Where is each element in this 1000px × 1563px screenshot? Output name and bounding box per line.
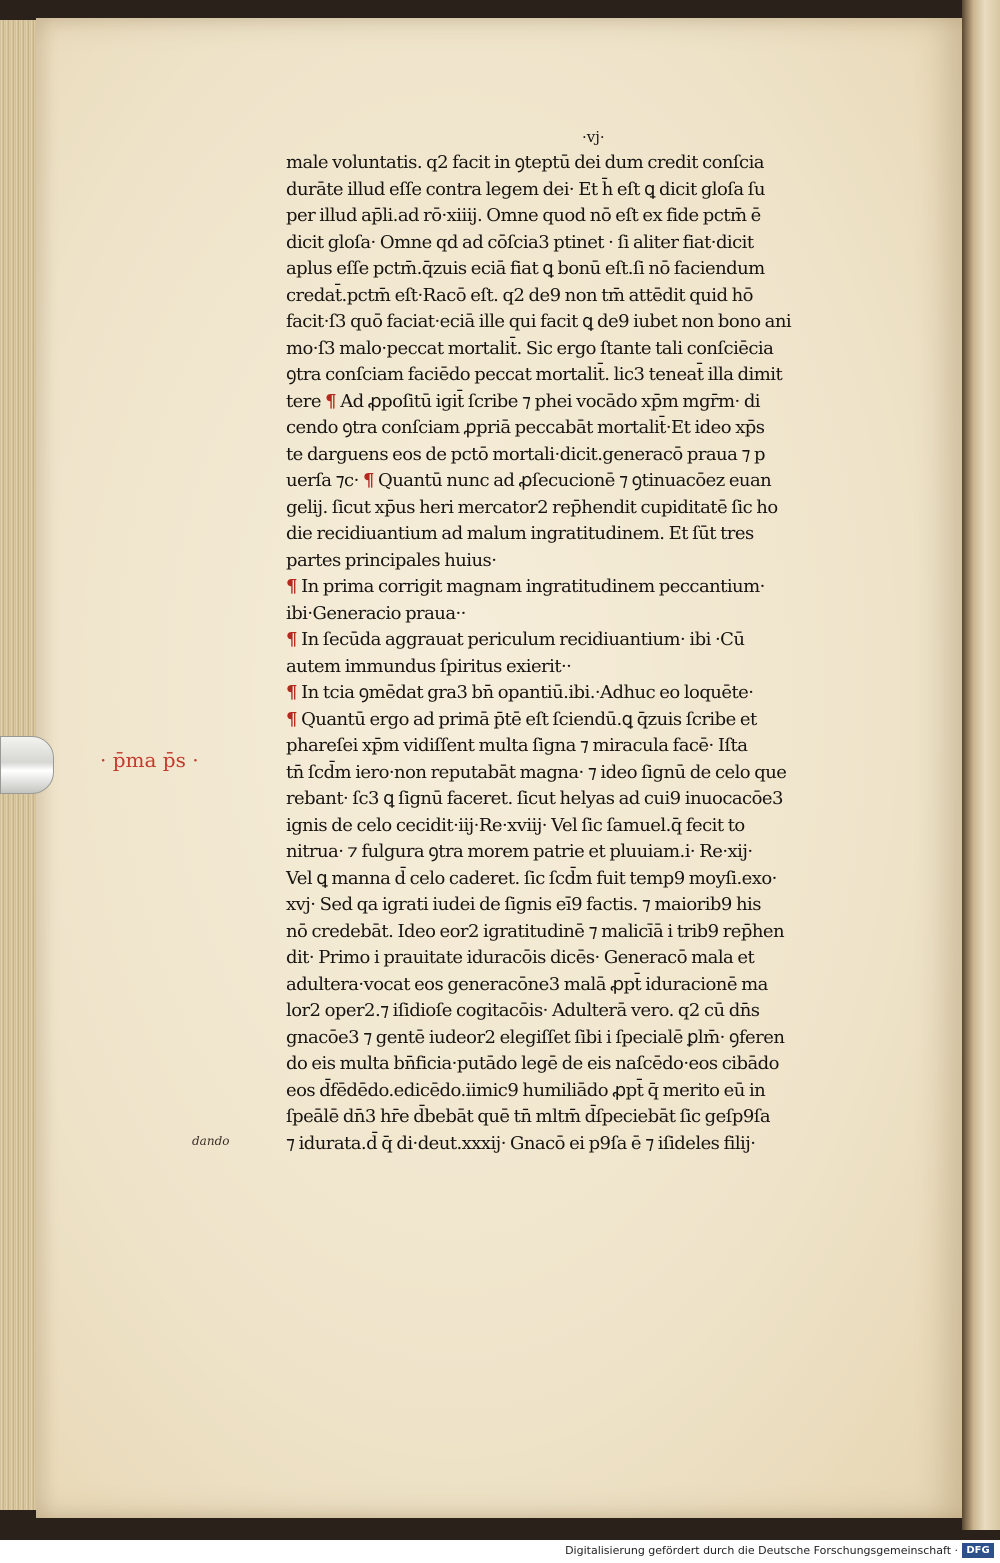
text-line: do eis multa bn̄ficia·putādo legē de eis naſcēdo·eos cibādo <box>286 1053 779 1074</box>
text-line: die recidiuantium ad malum ingratitudinem. Et ſūt tres <box>286 523 754 544</box>
text-line: rebant· ſc3 ꝗ ſignū faceret. ſicut helyas ad cui9 inuocacōe3 <box>286 788 783 809</box>
text-line: Vel ꝗ manna d̄ celo caderet. ſic ſcd̄m fuit temp9 moyſi.exo· <box>286 867 777 889</box>
folio-number: ·vj· <box>582 128 605 146</box>
text-line: adultera·vocat eos generacōne3 malā ꝓpt̄ iduracionē ma <box>286 973 768 995</box>
text-line: nitrua· ⁊ fulgura ꝯtra morem patrie et pluuiam.i· Re·xij· <box>286 841 753 862</box>
text-line: ¶ In tcia ꝯmēdat gra3 bn̄ opantiū.ibi.·Adhuc eo loquēte· <box>286 682 754 703</box>
text-line: credat̄.pctm̄ eſt·Racō eſt. q2 de9 non tm̄ attēdit quid hō <box>286 284 753 306</box>
text-line: dit· Primo i prauitate iduracōis dicēs· Generacō mala et <box>286 947 755 968</box>
text-line: facit·ſ3 quō faciat·eciā ille qui facit ꝗ de9 iubet non bono ani <box>286 311 792 332</box>
page-clip <box>0 736 54 794</box>
text-line: durāte illud eſſe contra legem dei· Et h̄ eſt ꝗ dicit gloſa ſu <box>286 178 765 200</box>
text-line: gnacōe3 ⁊ gentē iudeor2 elegiſſet ſibi i ſpecialē ꝑlm̄· ꝯferen <box>286 1026 785 1048</box>
text-line: lor2 oper2.⁊ iſidioſe cogitacōis· Adulterā vero. q2 cū dn̄s <box>286 1000 760 1021</box>
text-line: ¶ In ſecūda aggrauat periculum recidiuantium· ibi ·Cū <box>286 629 745 650</box>
text-line: ibi·Generacio praua·· <box>286 602 466 624</box>
text-line: male voluntatis. q2 facit in ꝯteptū dei dum credit conſcia <box>286 152 764 173</box>
text-line: mo·ſ3 malo·peccat mortalit̄. Sic ergo ſtante tali conſciēcia <box>286 337 774 359</box>
text-line: xvj· Sed qa igrati iudei de ſignis eī9 factis. ⁊ maiorib9 his <box>286 894 761 915</box>
margin-note-dando: dando <box>192 1134 230 1148</box>
paragraph-mark: ¶ <box>286 629 297 650</box>
text-line: gelij. ſicut xp̄us heri mercator2 rep̄hendit cupiditatē ſic ho <box>286 496 778 518</box>
margin-note-prima: · p̄ma p̄s · <box>100 748 199 772</box>
text-line: eos d̄fēdēdo.edicēdo.iimic9 humiliādo ꝓpt̄ q̄ merito eū in <box>286 1079 766 1101</box>
text-line: phareſei xp̄m vidiſſent multa ſigna ⁊ miracula facē· Iſta <box>286 735 748 756</box>
text-line: ignis de celo cecidit·iij·Re·xviij· Vel ſic ſamuel.q̄ fecit to <box>286 814 745 836</box>
paragraph-mark: ¶ <box>286 682 297 703</box>
text-line: autem immundus ſpiritus exierit·· <box>286 655 572 677</box>
text-line: tere ¶ Ad ꝓpoſitū igit̄ ſcribe ⁊ phei vocādo xp̄m mgr̄m· di <box>286 390 761 412</box>
text-line: uerſa ⁊c· ¶ Quantū nunc ad ꝓſecucionē ⁊ ꝯtinuacōez euan <box>286 470 772 491</box>
text-line: ſpeālē dn̄3 hr̄e d̄bebāt quē tn̄ mltm̄ d̄ſpeciebāt ſic geſp9ſa <box>286 1106 771 1127</box>
text-line: tn̄ ſcd̄m iero·non reputabāt magna· ⁊ ideo ſignū de celo que <box>286 761 787 783</box>
text-line: aplus eſſe pctm̄.q̄zuis eciā fiat ꝗ bonū eſt.ſi nō faciendum <box>286 258 765 279</box>
paragraph-mark: ¶ <box>325 390 337 412</box>
text-line: nō credebāt. Ideo eor2 igratitudinē ⁊ malicīā i trib9 rep̄hen <box>286 920 785 942</box>
text-line: partes principales huius· <box>286 549 497 571</box>
text-line: dicit gloſa· Omne qd ad cōſcia3 ptinet · ſi aliter fiat·dicit <box>286 231 754 253</box>
paragraph-mark: ¶ <box>362 470 374 491</box>
book-gutter <box>962 0 1000 1530</box>
text-line: per illud ap̄li.ad rō·xiiij. Omne quod nō eſt ex fide pctm̄ ē <box>286 205 761 226</box>
footer-bar <box>0 1540 1000 1563</box>
text-line: ¶ In prima corrigit magnam ingratitudinem peccantium· <box>286 576 765 597</box>
text-column <box>286 150 946 1157</box>
paragraph-mark: ¶ <box>286 708 297 730</box>
text-line: te darguens eos de pctō mortali·dicit.generacō praua ⁊ p <box>286 443 765 465</box>
footer-credit: Digitalisierung gefördert durch die Deutsche Forschungsgemeinschaft · <box>565 1544 958 1557</box>
text-line: cendo ꝯtra conſciam ꝓpriā peccabāt mortalit̄·Et ideo xp̄s <box>286 417 765 438</box>
text-line: ¶ Quantū ergo ad primā p̄tē eſt ſciendū.ꝗ q̄zuis ſcribe et <box>286 708 757 730</box>
text-line: ꝯtra conſciam faciēdo peccat mortalit̄. lic3 teneat̄ illa dimit <box>286 364 783 385</box>
dfg-logo: DFG <box>962 1543 994 1558</box>
paragraph-mark: ¶ <box>286 576 297 597</box>
text-line: ⁊ idurata.d̄ q̄ di·deut.xxxij· Gnacō ei p9ſa ē ⁊ iſideles filij· <box>286 1132 756 1154</box>
